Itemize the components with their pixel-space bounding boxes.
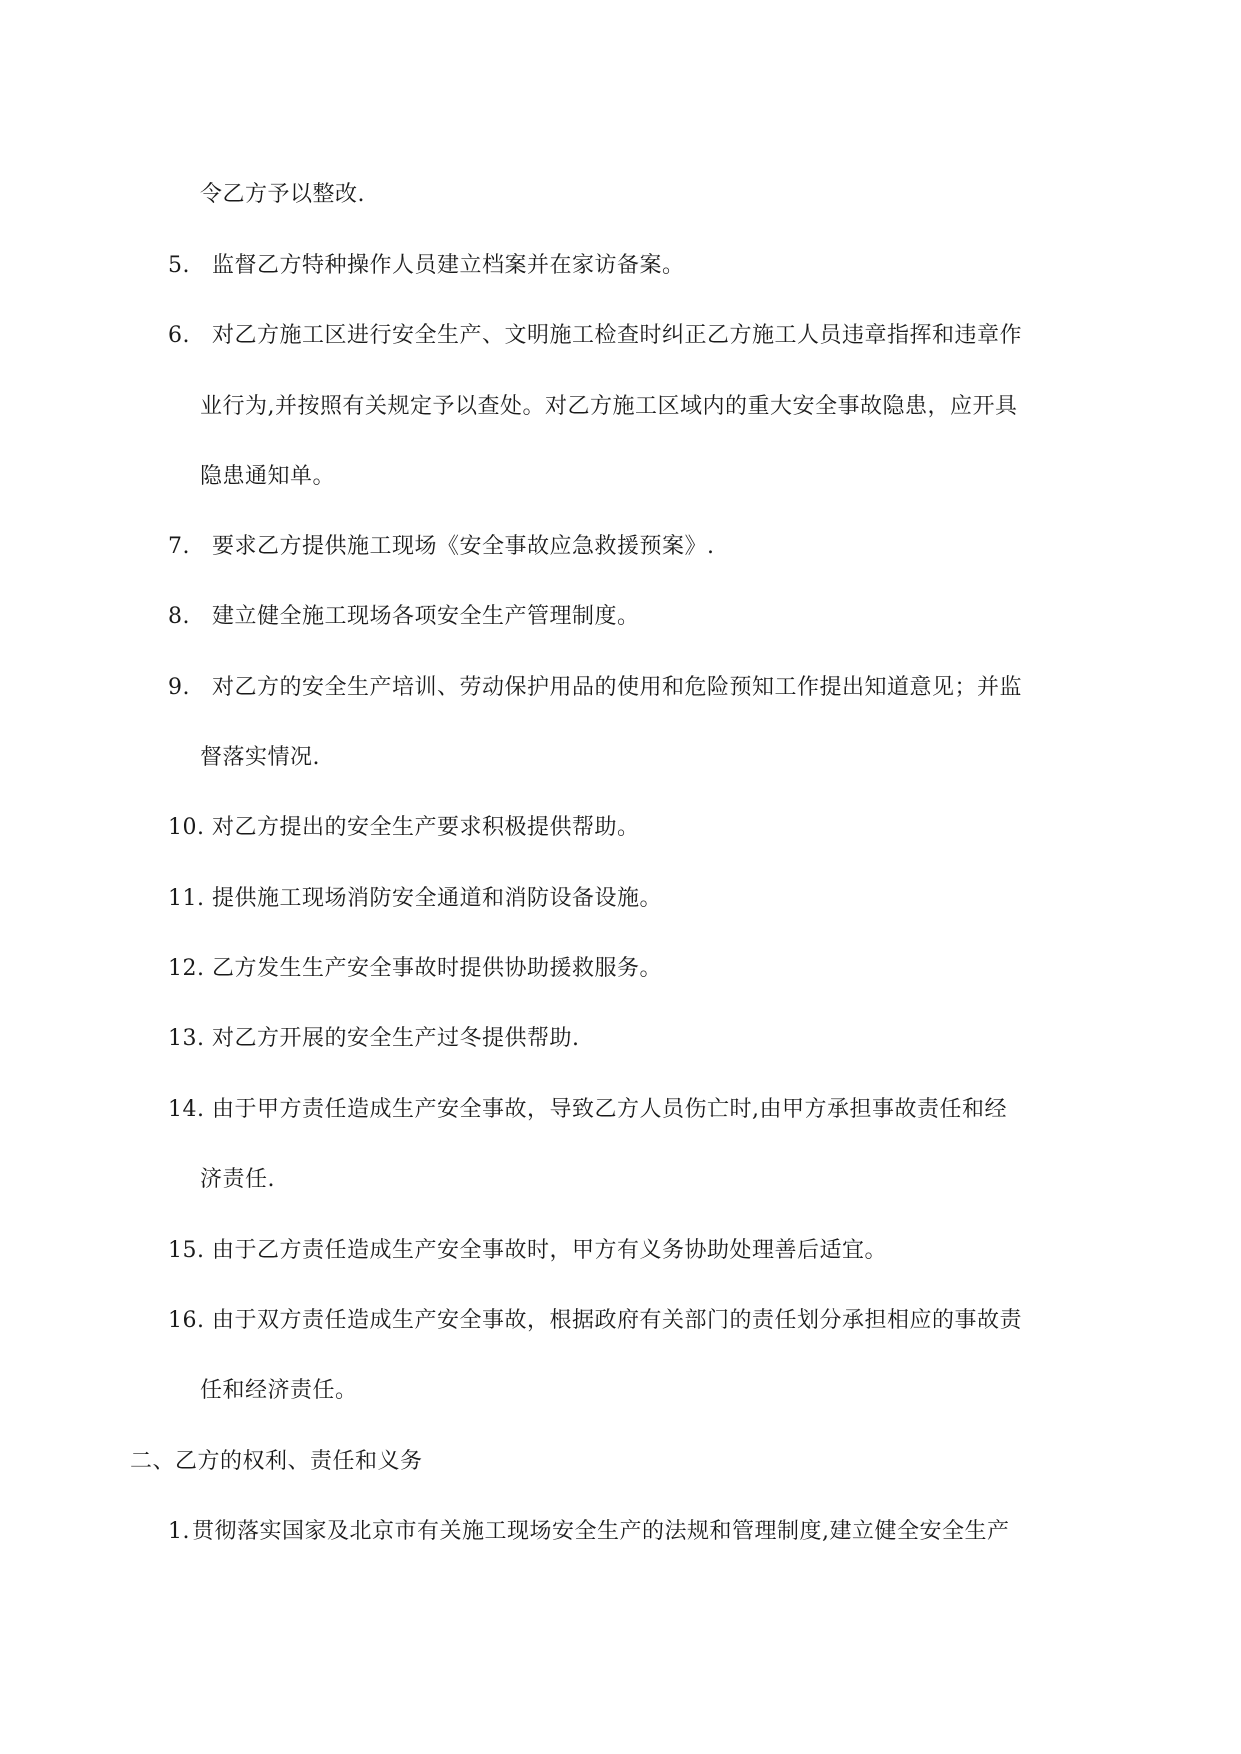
continuation-text: 令乙方予以整改. [200, 182, 365, 207]
list-item [168, 602, 640, 632]
list-item [168, 673, 1022, 703]
item-number: 6. [168, 323, 190, 348]
list-item [168, 321, 1022, 351]
item-text-continuation: 隐患通知单。 [200, 464, 336, 489]
list-item [168, 1024, 580, 1054]
item-text: 由于乙方责任造成生产安全事故时，甲方有义务协助处理善后适宜。 [212, 1238, 888, 1263]
list-item [168, 1236, 887, 1266]
item-text: 对乙方的安全生产培训、劳动保护用品的使用和危险预知工作提出知道意见；并监 [212, 675, 1023, 700]
item-text: 对乙方提出的安全生产要求积极提供帮助。 [212, 815, 640, 840]
item-number: 5. [168, 253, 190, 278]
item-number: 12. [168, 956, 205, 981]
item-text: 由于双方责任造成生产安全事故，根据政府有关部门的责任划分承担相应的事故责 [212, 1308, 1023, 1333]
section-heading: 二、乙方的权利、责任和义务 [130, 1449, 423, 1474]
list-item [168, 1095, 1007, 1125]
item-text-continuation: 济责任. [200, 1167, 275, 1192]
item-number: 11. [168, 886, 205, 911]
item-number: 16. [168, 1308, 205, 1333]
item-number: 13. [168, 1026, 205, 1051]
item-number: 10. [168, 815, 205, 840]
list-item [168, 1517, 1010, 1547]
list-item [168, 954, 662, 984]
item-text: 监督乙方特种操作人员建立档案并在家访备案。 [212, 253, 685, 278]
item-number: 1. [168, 1519, 190, 1544]
item-text: 建立健全施工现场各项安全生产管理制度。 [212, 604, 640, 629]
item-number: 9. [168, 675, 190, 700]
list-item [168, 532, 715, 562]
item-text: 乙方发生生产安全事故时提供协助援救服务。 [212, 956, 663, 981]
list-item [168, 1306, 1022, 1336]
item-text: 对乙方施工区进行安全生产、文明施工检查时纠正乙方施工人员违章指挥和违章作 [212, 323, 1023, 348]
item-text: 要求乙方提供施工现场《安全事故应急救援预案》. [212, 534, 715, 559]
item-text: 提供施工现场消防安全通道和消防设备设施。 [212, 886, 663, 911]
item-text-continuation: 业行为,并按照有关规定予以查处。对乙方施工区域内的重大安全事故隐患，应开具 [200, 394, 1018, 419]
item-text: 由于甲方责任造成生产安全事故，导致乙方人员伤亡时,由甲方承担事故责任和经 [212, 1097, 1007, 1122]
item-text-continuation: 任和经济责任。 [200, 1378, 358, 1403]
item-text-continuation: 督落实情况. [200, 745, 320, 770]
item-text: 对乙方开展的安全生产过冬提供帮助. [212, 1026, 580, 1051]
item-number: 8. [168, 604, 190, 629]
list-item [168, 884, 662, 914]
item-number: 14. [168, 1097, 205, 1122]
item-number: 15. [168, 1238, 205, 1263]
item-number: 7. [168, 534, 190, 559]
item-text: 贯彻落实国家及北京市有关施工现场安全生产的法规和管理制度,建立健全安全生产 [192, 1519, 1010, 1544]
list-item [168, 813, 640, 843]
list-item [168, 251, 685, 281]
